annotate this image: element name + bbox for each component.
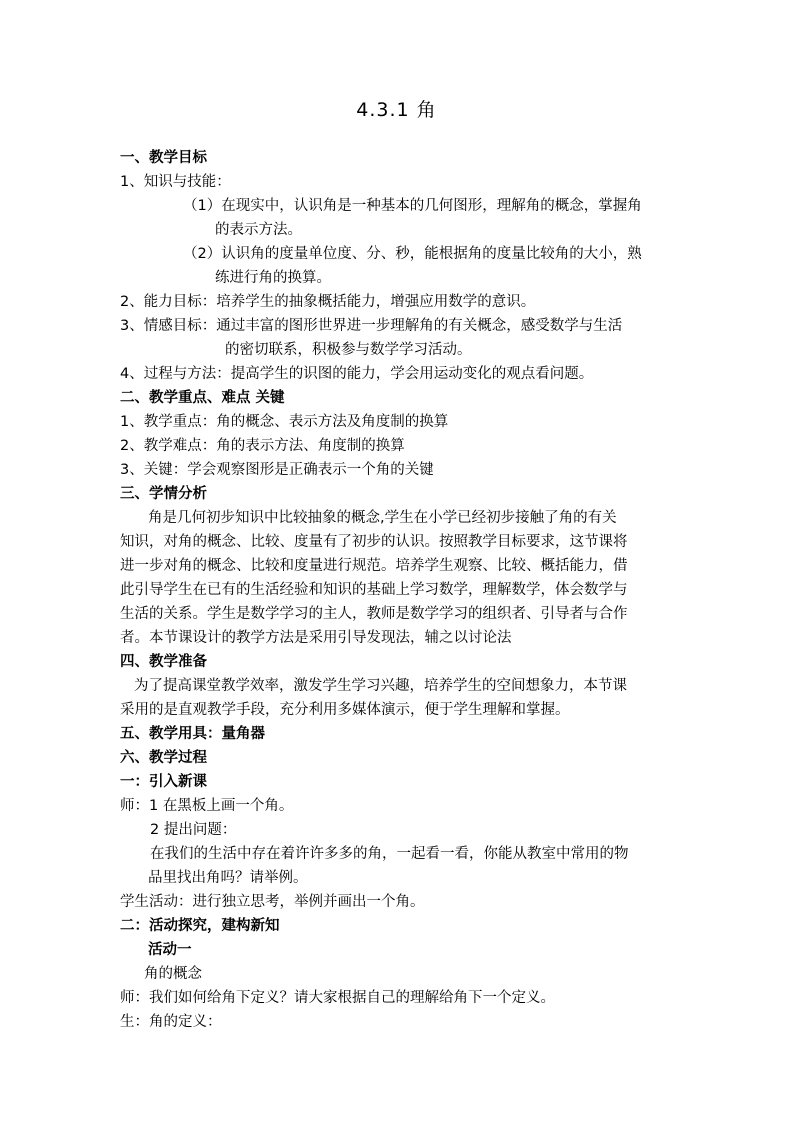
text-line: 者。本节课设计的教学方法是采用引导发现法，辅之以讨论法 bbox=[120, 630, 512, 646]
section-heading: 三、学情分析 bbox=[120, 486, 207, 502]
section-heading: 六、教学过程 bbox=[120, 750, 207, 766]
section-heading: 一、教学目标 bbox=[120, 150, 207, 166]
document-title: 4.3.1 角 bbox=[356, 99, 437, 121]
text-line: 生活的关系。学生是数学学习的主人，教师是数学学习的组织者、引导者与合作 bbox=[120, 606, 628, 622]
text-line: （2）认识角的度量单位度、分、秒，能根据角的度量比较角的大小，熟 bbox=[183, 246, 642, 262]
section-heading: 四、教学准备 bbox=[120, 654, 207, 670]
text-line: 进一步对角的概念、比较和度量进行规范。培养学生观察、比较、概括能力，借 bbox=[120, 558, 628, 574]
text-line: 角的概念 bbox=[144, 966, 202, 982]
text-line: 的表示方法。 bbox=[215, 222, 302, 238]
text-line: 为了提高课堂教学效率，激发学生学习兴趣，培养学生的空间想象力，本节课 bbox=[134, 678, 627, 694]
text-line: 1、教学重点：角的概念、表示方法及角度制的换算 bbox=[120, 414, 449, 430]
text-line: 2 提出问题： bbox=[150, 822, 237, 838]
text-line: 的密切联系，积极参与数学学习活动。 bbox=[225, 342, 472, 358]
text-line: 生：角的定义： bbox=[120, 1014, 222, 1030]
text-line: 知识，对角的概念、比较、度量有了初步的认识。按照教学目标要求，这节课将 bbox=[120, 534, 628, 550]
activity-heading: 活动一 bbox=[148, 942, 192, 958]
subsection-heading: 一：引入新课 bbox=[120, 774, 207, 790]
text-line: 4、过程与方法：提高学生的识图的能力，学会用运动变化的观点看问题。 bbox=[120, 366, 594, 382]
text-line: 3、情感目标：通过丰富的图形世界进一步理解角的有关概念，感受数学与生活 bbox=[120, 318, 623, 334]
section-heading: 五、教学用具：量角器 bbox=[120, 726, 265, 742]
text-line: 师：我们如何给角下定义？请大家根据自己的理解给角下一个定义。 bbox=[120, 990, 555, 1006]
text-line: 练进行角的换算。 bbox=[215, 270, 331, 286]
text-line: 2、能力目标：培养学生的抽象概括能力，增强应用数学的意识。 bbox=[120, 294, 536, 310]
text-line: 学生活动：进行独立思考，举例并画出一个角。 bbox=[120, 894, 425, 910]
text-line: 师：1 在黑板上画一个角。 bbox=[120, 798, 294, 814]
section-heading: 二、教学重点、难点 关键 bbox=[120, 390, 285, 406]
text-line: 3、关键：学会观察图形是正确表示一个角的关键 bbox=[120, 462, 434, 478]
text-line: 采用的是直观教学手段，充分利用多媒体演示，便于学生理解和掌握。 bbox=[120, 702, 570, 718]
subsection-heading: 二：活动探究，建构新知 bbox=[120, 918, 280, 934]
text-line: 角是几何初步知识中比较抽象的概念,学生在小学已经初步接触了角的有关 bbox=[148, 510, 617, 526]
text-line: 1、知识与技能： bbox=[120, 174, 231, 190]
text-line: （1）在现实中，认识角是一种基本的几何图形，理解角的概念，掌握角 bbox=[183, 198, 642, 214]
text-line: 此引导学生在已有的生活经验和知识的基础上学习数学，理解数学，体会数学与 bbox=[120, 582, 628, 598]
text-line: 在我们的生活中存在着许许多多的角，一起看一看，你能从教室中常用的物 bbox=[150, 846, 629, 862]
text-line: 品里找出角吗？请举例。 bbox=[148, 870, 308, 886]
text-line: 2、教学难点：角的表示方法、角度制的换算 bbox=[120, 438, 405, 454]
